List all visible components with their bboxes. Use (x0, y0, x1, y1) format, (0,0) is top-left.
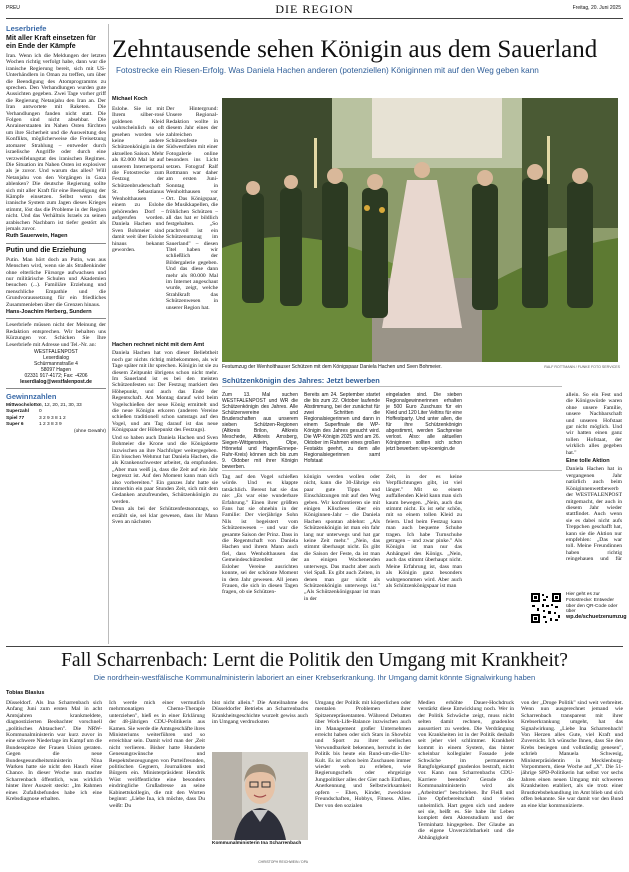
qr-code-graphic (530, 592, 562, 624)
letters-contact (6, 349, 106, 385)
letter-headline: Mit aller Kraft einsetzen für ein Ende der Kämpfe (6, 35, 96, 50)
article-separator (6, 646, 623, 647)
lotto-value: 3 2 9 3 8 1 2 (39, 415, 66, 421)
article2-column (109, 700, 205, 868)
article-column (112, 340, 218, 640)
lotto-label: Superzahl (6, 409, 29, 415)
lotto-title: Gewinnzahlen (6, 392, 57, 402)
article-headline: Zehntausende sehen Königin aus dem Sauerland (112, 36, 598, 63)
article2-column (418, 700, 514, 868)
lotto-note (6, 429, 106, 435)
header-divider (6, 18, 623, 19)
article-column (386, 474, 462, 644)
article-paragraph: Und so haben auch Daniela Hachen und Sven Bohmeier die Krone und die Königskette inzwischen an ihre Nachfolger weitergegeben. Ein bisschen Wehmut hat Daniela Hachen, die als Krankenschwester arbeitet, da empfunden. „Aber man weiß ja, dass die Zeit auf ein Jahr begrenzt ist. Auf den Moment kann man sich also vorbereiten." Ein ganzes Jahr hatte sie immerhin ein paar Stunden Zeit, sich mit dem Gedanken anzufreunden, Schützenkönigin zu werden. (112, 434, 218, 505)
page-header-left: PREU (6, 5, 20, 11)
lotto-label: Spiel 77 (6, 415, 25, 421)
portrait-caption (212, 841, 308, 847)
article-column (222, 474, 298, 644)
article-subtitle: Fotostrecke ein Riesen-Erfolg. Was Daniela Hachen anderen (potenziellen) Königinnen mit auf den Weg geben kann (116, 66, 539, 75)
letter-author: Ruth Sauerwein, Hagen (6, 233, 68, 240)
qr-caption-text: Hier geht es zur Fotostrecke: Entweder über den QR-Code oder über (566, 592, 618, 615)
issue-date: Freitag, 20. Juni 2025 (572, 5, 621, 11)
contact-street: Schürmannstraße 4 (34, 361, 78, 368)
article-byline: Michael Koch (112, 96, 148, 102)
infobox-paragraph: Bereits am 24. September startet die bis zum 22. Oktober laufende Abstimmung, bei der zunächst für zwei Schritten die Regionalsiegerinnen und dann in einem Superfinale die WP-Königin des Jahres gesucht wird. Die WP-Königin 2025 wird am 26. Oktober im Rahmen eines großen Festakts geehrt, zu dem alle Regionalsiegerinnen samt Hofstaat (304, 392, 380, 464)
letter-author: Hans-Joachim Herberg, Sundern (6, 309, 92, 316)
article2-subtitle: Die nordrhein-westfälische Kommunalministerin laboriert an einer Krebserkrankung. Ihr Umgang damit könnte Signalwirkung haben (93, 673, 536, 682)
article-column (566, 392, 622, 562)
article2-paragraph: Ich werde mich einer vermutlich mehrmonatigen Chemo-Therapie unterziehen", hieß es in einer Erklärung der 48-jährigen CDU-Politikerin aus Kamen. Sie werde die Amtsgeschäfte ihres Ministeriums weiterführen und so erreichbar sein. Damit wird man der ,Zeit nicht verlieren. Bisher hatte Hunderte Genesungswünsche und Respektsbezeugungen von Parteifreunden, politischen Gegnern, Journalisten und Bürgern ein. Ministerpräsident Hendrik Wüst veröffentlichte eine besonders eindringliche Grußadresse an seine Kabinettskollegin, die mit den Worten beginnt: „Liebe Ina, ich möchte, dass Du weißt: Du (109, 700, 205, 809)
letters-disclaimer: Leserbriefe müssen nicht der Meinung der Redaktion entsprechen. Wir behalten uns Kürzungen vor. Schicken Sie Ihre Leserbriefe mit Adresse und Tel.-Nr. an: (6, 322, 106, 348)
article2-column (315, 700, 411, 868)
letters-column (6, 24, 106, 644)
contact-dept: Leserdialog (43, 355, 69, 362)
infobox-paragraph: eingeladen sind. Die sieben Regionalgewinnerinnen erhalten je 500 Euro Zuschuss für ein Kleid und 120 Liter Veltins für eine Hoffestparty. Und unter allen, die für ihre Schützenkönigin abgestimmt, werden Sachpreise verlost. Also: alle aktuellen Königinnen sollten sich schon jetzt bewerben: wp-koenigin.de (386, 392, 462, 452)
article2-byline: Tobias Blasius (6, 690, 45, 696)
parade-photo (222, 98, 618, 362)
contact-org: WESTFALENPOST (34, 349, 78, 356)
article-paragraph: Daniela Hachen hat von dieser Beliebtheit noch gar nichts richtig mitbekommen, als wir Tage später mit ihr sprechen. Königin ist sie zu diesem Zeitpunkt übrigens schon nicht mehr. Im Sauerland ist es bei den meisten Schützenfesten so: Der Festzug markiert den Höhepunkt, und auch das Ende der Regentschaft. Am Montag darauf wird beim Vogelschießen der neue König ermittelt und die neue Königin erkoren (anderen Vereine schießen traditionell schon samstags auf den Vogel, und am Tag darauf ist das neue Königspaar der Höhepunkt des Festzugs). (112, 350, 218, 434)
infobox-column (304, 392, 380, 468)
infobox-column (386, 392, 462, 468)
article2-column (6, 700, 102, 868)
photo-caption: Festumzug der Wenholthauser Schützen mit dem Königspaar Daniela Hachen und Sven Bohmeier. (222, 364, 442, 370)
letter-text: Putin. Man hört doch an Putin, was aus Menschen wird, wenn sie als Straßenkinder ohne elterliche Fürsorge aufwachsen und nur militärische Schulen und Akademien besuchen (...). Familiäre Erziehung und menschliche Empathie und die Grundvoraussetzung für ein friedliches Zusammenleben über die Grenzen hinaus. (6, 256, 106, 308)
article-paragraph: Der Hintergrund: Unsere Regional-Redaktion wollte in diesem Jahr eines der zahlreichen Schützenfeste in Südwestfalen mit einer Fotogalerie online besonders ins Licht setzen. Fotograf Ralf Rottmann war daher am ersten Juni-Sonntag in Wenholthausen vor Ort. Das Königspaar, die Musikkapellen, die fröhlichen Schützen – all das hat er bildlich festgehalten. „So prachtvoll ist ein Schützenumzug im Sauerland" – diesen Titel haben wir schließlich der Bildergalerie gegeben. Und das diese dann mehr als 80.000 Mal im Internet angeschaut wurde, zeigt, welche Strahlkraft das Schützenwesen in unserer Region hat. (166, 106, 218, 311)
divider (222, 386, 562, 387)
parade-photo-illustration (222, 98, 618, 362)
article-paragraph: Tag auf den Vogel schießen würde. Und es klappte tatsächlich. Bereut hat sie das nie: „Es war eine wunderbare Erfahrung." Einen ihrer größten Fans hat sie ohnehin in der Familie: Der vierjährige Sohn Nils ist begeistert vom Schützenwesen – und war die gesamte Saison der Prinz. Dass in die Regentschaft von Daniela Hachen und ihrem Mann auch fiel, dass Wenholthausen das Gemeindeschützenfest der Esloher Vereine ausrichten konnte, sei der schönste Moment in dem Jahr gewesen. All jenen Frauen, die sich in diesen Tagen fragen, ob sie Schützen- (222, 474, 298, 596)
lotto-value: 1 2 3 8 3 9 (39, 422, 62, 428)
article2-paragraph: Düsseldorf. Als Ina Scharrenbach sich Anfang Juni zum ersten Mal in acht Amtsjahren krankmeldete, diagnostizierten Beobachter vorschnell „politisches Abtauchen". Die NRW-Kommunalministerin war kurz zuvor in eine schwere Niederlage im Kampf um die Bundesspitze der Frauen Union geraten. Gegen die neue Bundesgesundheitsministerin Nina Warken hatte sie nicht den Hauch einer Chance. In dieser Woche nun machte Scharrenbach öffentlich, was wirklich hinter ihrer Auszeit steckt: „Im Rahmen eines Zufallsbefundes habe ich eine Krebsdiagnose erhalten. (6, 700, 102, 803)
contact-email-link[interactable]: leserdialog@westfalenpost.de (20, 379, 92, 386)
article-column (304, 474, 380, 644)
minister-portrait (212, 752, 308, 840)
letter-headline: Putin und die Erziehung (6, 246, 87, 254)
lotto-value: 0 (39, 409, 42, 415)
divider (222, 470, 562, 471)
qr-code-icon[interactable] (530, 592, 562, 624)
article2-paragraph: von der „Droge Politik" sind weit verbreitet. Wenn nun ausgerechnet jemand wie Scharrenbach transparent mit ihrer Krebserkrankung umgeht, hat das Signalwirkung. „Liebe Ina Scharrenbach! Von Herzen alles Gute, viel Kraft und Zuversicht. Ich wünsche Ihnen, dass Sie den Krebs besiegen und vollständig genesen", schrieb Manuela Schwesig, Ministerpräsidentin in Mecklenburg-Vorpommern, diese Woche auf „X". Die 51-jährige SPD-Politikerin hat selbst vor sechs Jahren einen neuen Umgang mit schweren Krankheiten etabliert, als sie trotz einer Brustkrebsbehandlung im Amt blieb und sich offen bekannte. Sie war damit vor den Bund an eine klar kommunizierte. (521, 700, 623, 809)
article2-column (521, 700, 623, 868)
contact-city: 58097 Hagen (40, 367, 72, 374)
article-paragraph: Zeit, in der es keine Verpflichtungen gibt, ist viel länger." Mit so einem auffallenden Kleid kann man sich kaum bewegen. „Nein, auch das stimmt nicht. Es ist sehr schön, mit so einem tollen Kleid zu feiern. Und beim Festzug kann man auch bequeme Schuhe tragen. Ich habe Turnschuhe getragen – und zwar pinke." Als Königin ist man nur das Anhängsel des Königs. „Nein, auch das stimmt überhaupt nicht. Meine Erfahrung ist, dass man als Königin ganz besonders wahrgenommen wird. Aber auch als Schützenkönigspaar ist man (386, 474, 462, 589)
infobox-headline: Schützenkönigin des Jahres: Jetzt bewerben (222, 376, 380, 385)
article-paragraph: königin werden wollen oder nicht, kann die 30-Jährige ein paar gute Tipps und Einschätzungen mit auf den Weg geben. Wir konfrontieren sie mit einigen Klischees über ein Königinnen-Jahr – die Daniela Hachen spontan ablehnt: „Als Schützenkönigin ist man ein fahr lang nur unterwegs und hat gar keine Zeit mehr." „Nein, das stimmt überhaupt nicht. Es gibt die Saison der Feste, da ist man an einigen Wochenenden unterwegs. Das macht aber auch viel Spaß. Es gibt auch Zeiten, in denen man gar nicht als Schützenkönigin unterwegs ist." „Als Schützenkönigspaar ist man in der (304, 474, 380, 602)
infobox-paragraph: Zum 13. Mal suchen WESTFALENPOST und WR die Schützenkönigin des Jahres. Alle Schützenvereine und Bruderschaften aus unserem sieben Schützen-Regionen (Altkreis Brilon, Altkreis Meschede, Altkreis Arnsberg, Siegen-Wittgenstein, Olpe, Hönnetal und Hagen/Ennepe-Ruhr-Kreis) können sich bis zum 9. Oktober mit ihrer Königin bewerben. (222, 392, 298, 468)
article-subhead: Hachen rechnet nicht mit dem Amt (112, 342, 205, 348)
article2-column (212, 700, 308, 750)
article2-paragraph: bist nicht allein." Die Anteilnahme des Düsseldorfer Betriebs an Scharrenbachs Krankheitsgeschichte wurzelt gewiss auch im Umgang verdrucksten (212, 700, 308, 726)
article-paragraph: allein. So ein Fest und die Königswürde waren ohne unsere Familie, unsere Nachbarschaft und unseren Hofstaat gar nicht möglich. Und wir hatten einen ganz tollen Hofstaat, der wirklich alles gegeben hat." (566, 392, 622, 456)
column-divider (108, 24, 109, 644)
photo-credit: RALF ROTTMANN / FUNKE FOTO SERVICES (544, 365, 620, 369)
section-title: DIE REGION (275, 2, 354, 16)
qr-link[interactable]: wp.de/schuetzenumzug (566, 614, 627, 621)
divider (6, 388, 106, 389)
article-paragraph: Daniela Hachen hat in vergangenen Jahr natürlich auch beim Königinnenwettbewerb der WESTFALENPOST mitgemacht, der auch in diesem Jahr wieder stattfindet. Auch wenn sie es dabei nicht aufs Treppchen geschafft hat, kann sie die Aktion nur empfehlen: „Das war toll. Meine Freundinnen haben richtig reingehauen und für (566, 466, 622, 562)
article2-paragraph: Umgang der Politik mit körperlichen oder mentalen Problemen ihrer Spitzenrepräsentanten. Während Debatten über Work-Life-Balance inzwischen auch im Management großer Unternehmen erreicht haben oder sich Stars in Showbiz und Sport zu ihrer seelischen Verwundbarkeit bekennen, herrscht in der Politik bis heute ein Rund-um-die-Uhr-Kult. Es ist schon beim Zuschauen immer wieder weh zu erleben, wie Regierungschefs oder ehrgeizige Jungpolitiker alles der Gier nach Einfluss, Anerkennung und Selbstwirksamkeit opfern – Ehen, Kinder, zwecklose Freundschaften, Hobbys, Fitness. Alles. Der von den sozialen (315, 700, 411, 809)
lotto-value: 6, 12, 20, 21, 30, 33 (39, 403, 82, 409)
portrait-illustration (212, 752, 308, 840)
article2-paragraph: Medien erhöhte Dauer-Hochdruck verstärkt diese Entwicklung noch. Wer in der Politik Schwäche zeigt, muss nicht selten damit rechnen, gnadenlos aussortiert zu werden. Die Verdrängung von Krankheiten ist in der Politik deshalb seit jeher viel schlimmer. Krankheit kommt in einem System, das hinter scheinbar kollegialer Fassade jede Schwäche im permanenten Rangfolgekampf gnadenlos bestraft, nicht vor. Kann nun Scharrenbachs CDU-Karriere beenden? Gerade die Kommunalministerin wird als „Arbeitstier" beschrieben. Ihr Fleiß und ihre Opferbereitschaft sind vielen unheimlich. Hart gegen sich und andere sei sie, heißt es. Sie habe ihr Leben komplett dem Aktenstudium und der Terminhatz hingegeben. Der Glaube an die eigene Unverzichtbarkeit und die Abhängigkeit (418, 700, 514, 841)
lotto-label: Super 6 (6, 422, 24, 428)
letters-section-label: Leserbriefe (6, 24, 47, 33)
article2-headline: Fall Scharrenbach: Lernt die Politik den Umgang mit Krankheit? (61, 650, 568, 671)
article-paragraph: Denn als bei der Schützenfestsonntags, so erzählt sie, sei klar gewesen, dass ihr Mann Sven an nächsten (112, 506, 218, 525)
lotto-label: Mittwochslotto (6, 403, 40, 409)
portrait-credit: CHRISTOPH REICHWEIN / DPA (258, 860, 308, 864)
article-column (166, 106, 218, 336)
lotto-note-text: (ohne Gewähr) (74, 428, 106, 434)
infobox-column (222, 392, 298, 468)
contact-phone: 02331 917-4172; Fax: -4206 (24, 373, 88, 380)
article-column (112, 106, 164, 336)
portrait-caption-text: Kommunalministerin Ina Scharrenbach (212, 841, 302, 846)
divider (6, 318, 106, 319)
divider (6, 243, 106, 244)
letter-text: Iran. Wenn ich die Meldungen der letzten Wochen richtig verfolgt habe, dann war die iranische Regierung bereit, sich mit US-Unterhändlern in Oman zu treffen, um über die Beendigung des Atomprogramms zu sprechen. Den Verhandlungen wurden gute Aussichten gegeben. Zwei Tage vorher griff die Regierung Netanjahu den Iran an. Der Iran antwortete mit Raketen. Die Verhandlungen fanden nicht statt. Die Folgen sind nicht absehbar. Die Anrainerstaaten im Nahen Osten fürchten um ihre Sicherheit und die Ausweitung des Konflikts, möglicherweise die Freisetzung atomarer Strahlung – entweder durch israelische Angriffe oder durch eine verzweifelungstat des iranischen Regimes. Die Situation im Nahen Osten ist explosiver als je zuvor. Und warum das alles? Will Netanjahu von den Vorgängen in Gaza ablenken? Die deutsche Regierung sollte sich mit aller Kraft für eine Beendigung der Kämpfe einsetzen. Selbst wenn das iranische System zum Jagen dieses Krieges stimmt, löst das die Probleme in der Region nicht. Und das Verhältnis Israels zu seinen arabischen Nachbarn ist tiefer gestört als jemals zuvor. (6, 53, 106, 232)
article-subhead: Eine tolle Aktion (566, 458, 610, 465)
article-paragraph: Eslohe. Sie ist mit Ihrem silber-rosé goldenen Kleid wahrscheinlich so oft gesehen worden wie keine andere Schützenkönigin in der aktuellen Saison. Mehr als 82.000 Mal ist auf unserem Internetportal die Fotostrecke zum Festzug der Schützenbruderschaft St. Sebastianus Wenholthausen – einem zu Eslohe gehörenden Dorf – aufgerufen worden. Daniela Hachen und Sven Bohmeier sind damit weit über Eslohe hinaus bekannt geworden. (112, 106, 164, 253)
qr-caption (566, 592, 627, 621)
